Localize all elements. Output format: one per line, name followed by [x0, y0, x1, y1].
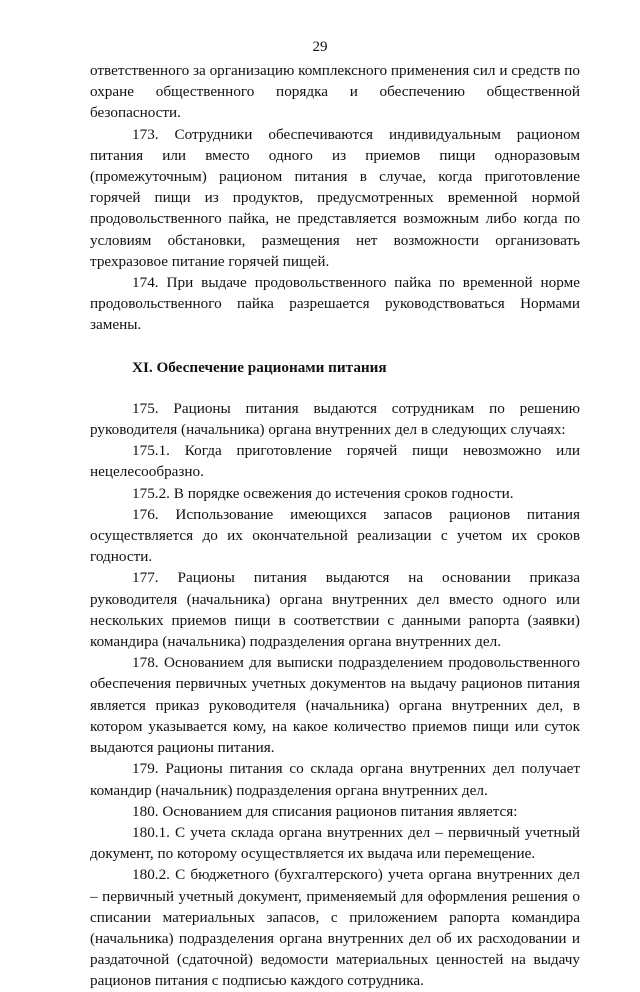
paragraph: 175.2. В порядке освежения до истечения сроков годности. [132, 484, 514, 502]
paragraphs-top [90, 60, 580, 336]
paragraph: 175. Рационы питания выдаются сотрудникам по решению руководителя (начальника) органа внутренних дел в следующих случаях: [90, 399, 580, 439]
paragraph: 173. Сотрудники обеспечиваются индивидуальным рационом питания или вместо одного из приемов пищи одноразовым (промежуточным) рационом питания в случае, когда приготовление горячей пищи из продуктов, предусмотренных временной нормой продовольственного пайка, не представляется возможным либо когда по условиям обстановки, размещения нет возможности организовать трехразовое питание горячей пищей. [90, 125, 580, 270]
paragraph: 180.1. С учета склада органа внутренних дел – первичный учетный документ, по которому осуществляется их выдача или перемещение. [90, 823, 580, 863]
paragraph: 178. Основанием для выписки подразделением продовольственного обеспечения первичных учетных документов на выдачу рационов питания является приказ руководителя (начальника) органа внутренних дел, в котором указывается кому, на какое количество приемов пищи или суток выдаются рационы питания. [90, 654, 580, 757]
paragraph: 174. При выдаче продовольственного пайка по временной норме продовольственного пайка разрешается руководствоваться Нормами замены. [90, 274, 580, 334]
paragraph: 175.1. Когда приготовление горячей пищи невозможно или нецелесообразно. [90, 442, 580, 481]
paragraphs-bottom [90, 398, 580, 992]
page-number: 29 [312, 39, 328, 55]
document-body [90, 60, 580, 992]
paragraph: 180.2. С бюджетного (бухгалтерского) учета органа внутренних дел – первичный учетный документ, применяемый для оформления решения о списании материальных запасов, с приложением рапорта командира (начальника) подразделения органа внутренних дел об их расходовании и раздаточной (сдаточной) ведомости материальных ценностей на выдачу рационов питания с подписью каждого сотрудника. [90, 866, 580, 990]
paragraph: ответственного за организацию комплексного применения сил и средств по охране общественного порядка и обеспечению общественной безопасности. [90, 62, 580, 122]
section-heading: XI. Обеспечение рационами питания [132, 358, 387, 376]
paragraph: 177. Рационы питания выдаются на основании приказа руководителя (начальника) органа внутренних дел вместо одного или нескольких приемов пищи в соответствии с данными рапорта (заявки) командира (начальника) подразделения органа внутренних дел. [90, 569, 580, 651]
paragraph: 180. Основанием для списания рационов питания является: [132, 802, 518, 820]
paragraph: 179. Рационы питания со склада органа внутренних дел получает командир (начальник) подразделения органа внутренних дел. [90, 760, 580, 799]
paragraph: 176. Использование имеющихся запасов рационов питания осуществляется до их окончательной реализации с учетом их сроков годности. [90, 505, 580, 566]
